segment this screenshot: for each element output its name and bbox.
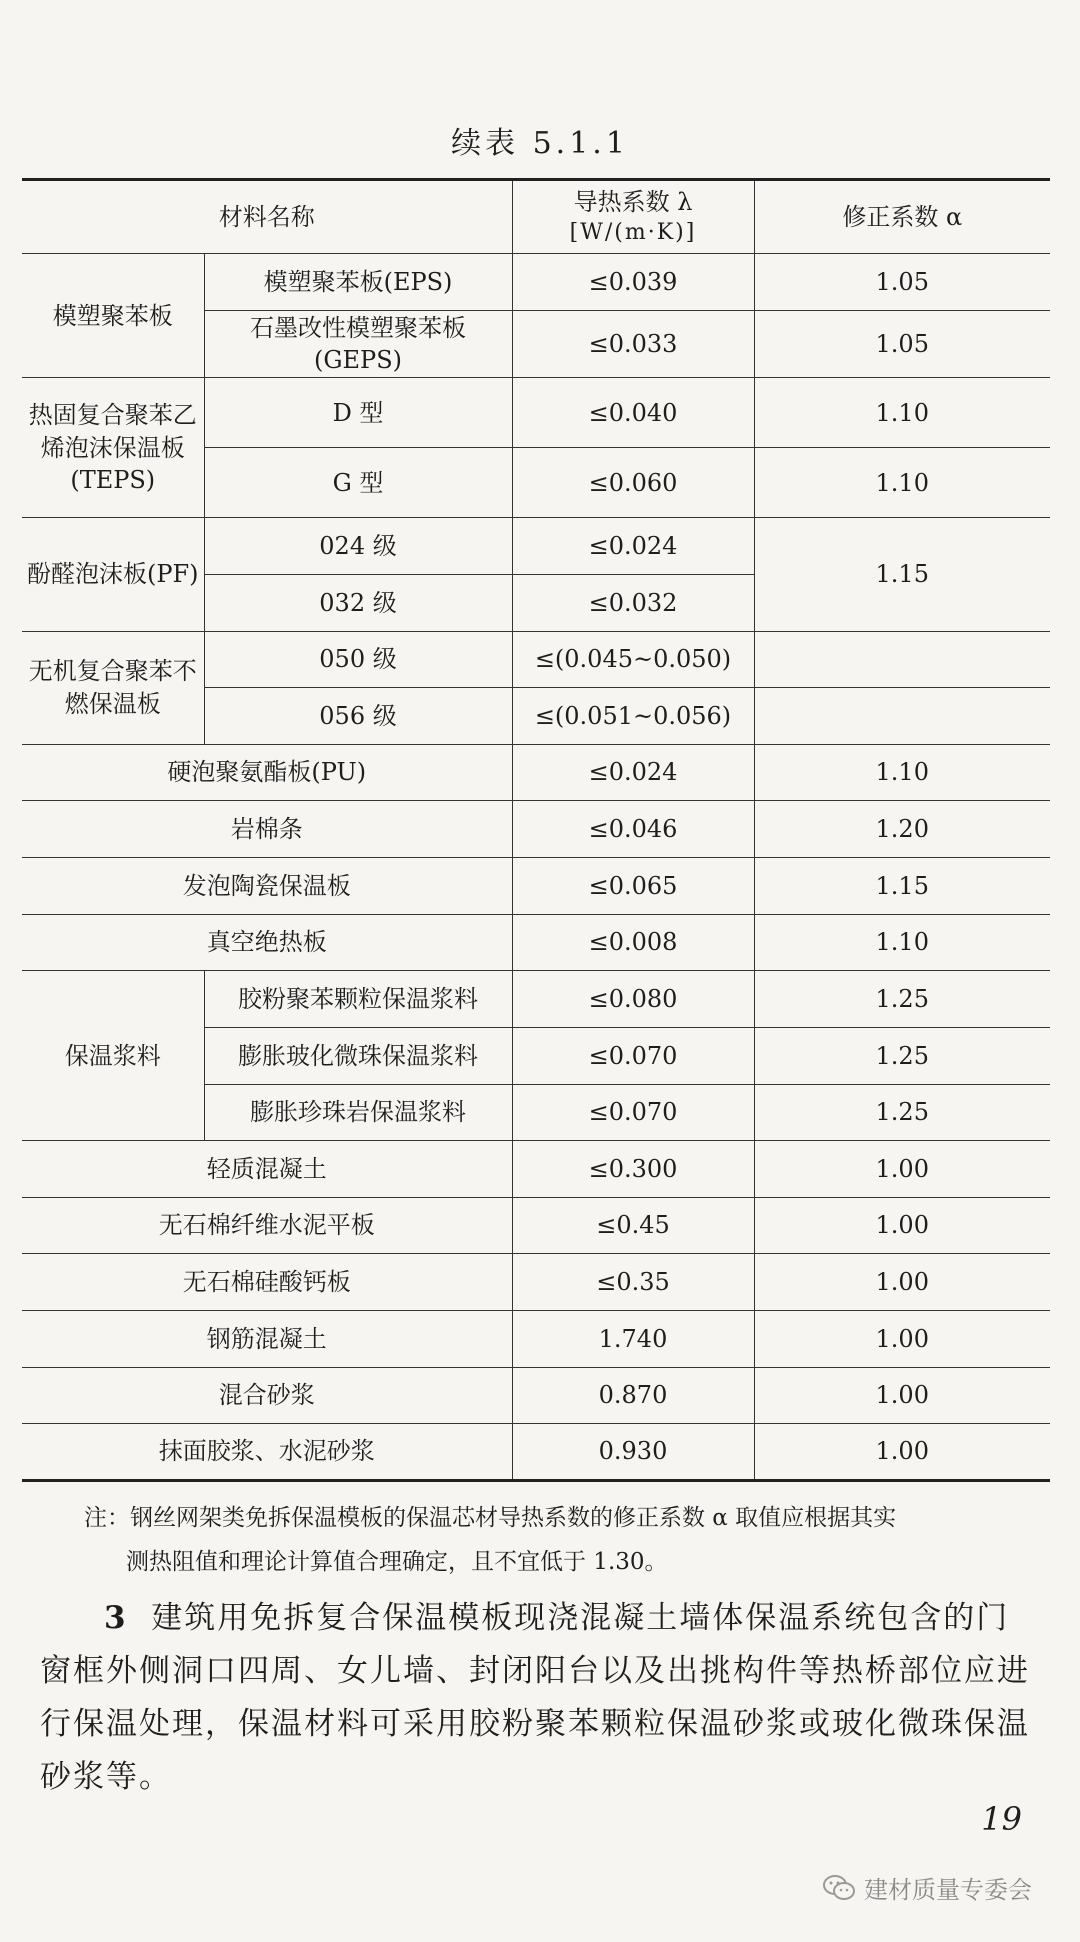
lambda-value: ≤0.45 (512, 1197, 754, 1254)
material-name: 056 级 (204, 688, 512, 745)
alpha-value: 1.25 (754, 1027, 1050, 1084)
lambda-value: ≤0.300 (512, 1141, 754, 1198)
material-name: 硬泡聚氨酯板(PU) (22, 744, 512, 801)
table-row (22, 254, 1050, 311)
alpha-value (754, 688, 1050, 745)
table-row (22, 858, 1050, 915)
table-row (22, 744, 1050, 801)
lambda-value: 1.740 (512, 1310, 754, 1367)
table-row (22, 1254, 1050, 1311)
lambda-value: ≤0.065 (512, 858, 754, 915)
paragraph-number: 3 (104, 1600, 128, 1636)
alpha-value: 1.00 (754, 1367, 1050, 1424)
alpha-value: 1.15 (754, 858, 1050, 915)
page-number: 19 (981, 1800, 1022, 1838)
lambda-value: ≤(0.045~0.050) (512, 631, 754, 688)
material-name: 轻质混凝土 (22, 1141, 512, 1198)
alpha-value: 1.10 (754, 914, 1050, 971)
material-name: 无石棉硅酸钙板 (22, 1254, 512, 1311)
table-row (22, 801, 1050, 858)
table-row (22, 1141, 1050, 1198)
lambda-value: ≤0.033 (512, 310, 754, 378)
header-lambda (512, 180, 754, 254)
lambda-value: ≤0.024 (512, 744, 754, 801)
lambda-value: 0.930 (512, 1424, 754, 1481)
group-teps: 热固复合聚苯乙烯泡沫保温板(TEPS) (22, 378, 204, 518)
paragraph-text: 建筑用免拆复合保温模板现浇混凝土墙体保温系统包含的门窗框外侧洞口四周、女儿墙、封闭阳台以及出挑构件等热桥部位应进行保温处理，保温材料可采用胶粉聚苯颗粒保温砂浆或玻化微珠保温砂浆等。 (40, 1600, 1030, 1795)
alpha-value: 1.05 (754, 310, 1050, 378)
group-inorganic: 无机复合聚苯不燃保温板 (22, 631, 204, 744)
alpha-value: 1.15 (754, 518, 1050, 631)
material-name: D 型 (204, 378, 512, 448)
lambda-value: ≤0.070 (512, 1084, 754, 1141)
material-name: 无石棉纤维水泥平板 (22, 1197, 512, 1254)
lambda-value: ≤0.040 (512, 378, 754, 448)
alpha-value: 1.05 (754, 254, 1050, 311)
table-row (22, 1197, 1050, 1254)
material-name: 混合砂浆 (22, 1367, 512, 1424)
lambda-value: ≤0.008 (512, 914, 754, 971)
table-caption: 续表 5.1.1 (451, 126, 629, 161)
table-header-row (22, 180, 1050, 254)
group-eps: 模塑聚苯板 (22, 254, 204, 378)
alpha-value: 1.10 (754, 448, 1050, 518)
lambda-value: ≤0.024 (512, 518, 754, 575)
body-paragraph (40, 1592, 1040, 1804)
header-lambda-title: 导热系数 λ (573, 188, 693, 217)
material-name: 024 级 (204, 518, 512, 575)
table-note (84, 1496, 1034, 1584)
material-name: 抹面胶浆、水泥砂浆 (22, 1424, 512, 1481)
alpha-value (754, 631, 1050, 688)
lambda-value: ≤(0.051~0.056) (512, 688, 754, 745)
table-row (22, 378, 1050, 448)
table-row (22, 914, 1050, 971)
material-name: 发泡陶瓷保温板 (22, 858, 512, 915)
alpha-value: 1.25 (754, 971, 1050, 1028)
material-name: G 型 (204, 448, 512, 518)
table-row (22, 518, 1050, 575)
note-line-1: 注：钢丝网架类免拆保温模板的保温芯材导热系数的修正系数 α 取值应根据其实 (84, 1505, 897, 1531)
header-material-name: 材料名称 (22, 180, 512, 254)
group-mortar: 保温浆料 (22, 971, 204, 1141)
material-name: 膨胀珍珠岩保温浆料 (204, 1084, 512, 1141)
material-name: 032 级 (204, 575, 512, 632)
alpha-value: 1.20 (754, 801, 1050, 858)
lambda-value: 0.870 (512, 1367, 754, 1424)
table-row (22, 971, 1050, 1028)
watermark (822, 1870, 1032, 1905)
lambda-value: ≤0.080 (512, 971, 754, 1028)
material-name: 膨胀玻化微珠保温浆料 (204, 1027, 512, 1084)
thermal-conductivity-table (22, 178, 1050, 1482)
watermark-text: 建材质量专委会 (864, 1876, 1032, 1904)
alpha-value: 1.00 (754, 1424, 1050, 1481)
table-row (22, 1310, 1050, 1367)
table-row (22, 631, 1050, 688)
alpha-value: 1.25 (754, 1084, 1050, 1141)
lambda-value: ≤0.039 (512, 254, 754, 311)
material-name: 钢筋混凝土 (22, 1310, 512, 1367)
note-line-2: 测热阻值和理论计算值合理确定，且不宜低于 1.30。 (126, 1549, 668, 1575)
alpha-value: 1.00 (754, 1141, 1050, 1198)
header-lambda-unit: [W/(m·K)] (569, 220, 697, 246)
alpha-value: 1.10 (754, 378, 1050, 448)
table-row (22, 1424, 1050, 1481)
alpha-value: 1.00 (754, 1254, 1050, 1311)
material-name: 真空绝热板 (22, 914, 512, 971)
lambda-value: ≤0.070 (512, 1027, 754, 1084)
header-alpha: 修正系数 α (754, 180, 1050, 254)
wechat-icon (822, 1873, 856, 1903)
alpha-value: 1.10 (754, 744, 1050, 801)
alpha-value: 1.00 (754, 1310, 1050, 1367)
lambda-value: ≤0.032 (512, 575, 754, 632)
table-row (22, 1367, 1050, 1424)
material-name: 胶粉聚苯颗粒保温浆料 (204, 971, 512, 1028)
alpha-value: 1.00 (754, 1197, 1050, 1254)
lambda-value: ≤0.060 (512, 448, 754, 518)
material-name: 岩棉条 (22, 801, 512, 858)
group-pf: 酚醛泡沫板(PF) (22, 518, 204, 631)
lambda-value: ≤0.35 (512, 1254, 754, 1311)
material-name: 050 级 (204, 631, 512, 688)
material-name: 模塑聚苯板(EPS) (204, 254, 512, 311)
lambda-value: ≤0.046 (512, 801, 754, 858)
material-name: 石墨改性模塑聚苯板(GEPS) (204, 310, 512, 378)
